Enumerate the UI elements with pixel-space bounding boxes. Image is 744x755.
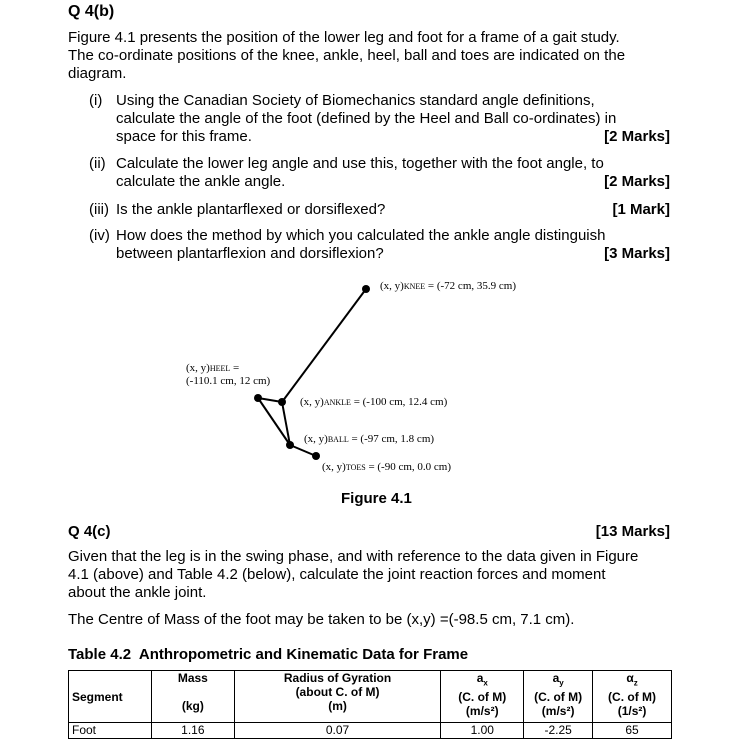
label-value: (-110.1 cm, 12 cm) [186, 375, 271, 387]
heel-marker [254, 394, 262, 402]
question-line: Calculate the lower leg angle and use this, together with the foot angle, to [116, 155, 604, 172]
label-subscript: ANKLE [323, 398, 351, 407]
cell-ay: -2.25 [524, 723, 593, 739]
header-text: (C. of M) [608, 690, 657, 705]
header-text: Mass [177, 671, 208, 685]
header-unit: (m/s²) [465, 704, 499, 719]
header-text: Segment [72, 689, 123, 704]
paragraph-line: Given that the leg is in the swing phase, and with reference to the data given in Figure [68, 548, 639, 565]
label-value: = (-72 cm, 35.9 cm) [425, 280, 516, 292]
marks-label: [2 Marks] [604, 128, 670, 145]
question-number: (ii) [89, 155, 106, 172]
header-subscript: y [559, 678, 564, 688]
header-ax [441, 671, 524, 723]
q4b-heading: Q 4(b) [68, 3, 115, 20]
figure-caption: Figure 4.1 [341, 490, 412, 507]
label-value: = (-97 cm, 1.8 cm) [348, 433, 435, 445]
cell-mass: 1.16 [151, 723, 234, 739]
knee-marker [362, 285, 370, 293]
cell-segment: Foot [69, 723, 152, 739]
header-unit: (1/s²) [617, 704, 647, 719]
question-line: Is the ankle plantarflexed or dorsiflexed? [116, 201, 386, 218]
anthropometric-table [68, 670, 672, 739]
label-text: (x, y) [304, 433, 328, 445]
q4c-marks: [13 Marks] [595, 523, 670, 540]
question-number: (i) [89, 92, 103, 109]
header-text: a [476, 671, 484, 685]
label-text: (x, y) [186, 362, 210, 374]
knee-label [380, 280, 516, 292]
header-alpha [593, 671, 672, 723]
label-text: (x, y) [300, 396, 324, 408]
ball-toes-line [290, 445, 316, 456]
cell-rog: 0.07 [234, 723, 441, 739]
header-text: α [626, 671, 634, 685]
header-text: (C. of M) [534, 690, 583, 705]
question-line: space for this frame. [116, 128, 252, 145]
toes-marker [312, 452, 320, 460]
header-unit: (m) [328, 699, 347, 713]
label-text: (x, y) [380, 280, 404, 292]
ankle-marker [278, 398, 286, 406]
marks-label: [1 Mark] [612, 201, 670, 218]
table-header-row [69, 671, 672, 723]
cell-alpha: 65 [593, 723, 672, 739]
header-unit: (kg) [181, 699, 204, 713]
marks-label: [3 Marks] [604, 245, 670, 262]
q4c-heading: Q 4(c) [68, 523, 111, 540]
label-text: (x, y) [322, 461, 346, 473]
label-subscript: HEEL [209, 364, 231, 373]
ankle-label [300, 396, 447, 408]
question-line: How does the method by which you calculated the ankle angle distinguish [116, 227, 606, 244]
label-subscript: TOES [345, 463, 366, 472]
header-radius-of-gyration [234, 671, 441, 723]
header-subscript: z [633, 678, 638, 688]
question-line: between plantarflexion and dorsiflexion? [116, 245, 384, 262]
paragraph-line: 4.1 (above) and Table 4.2 (below), calculate the joint reaction forces and moment [68, 566, 606, 583]
header-unit: (m/s²) [541, 704, 575, 719]
intro-line: diagram. [68, 65, 127, 82]
q4c-paragraph [68, 548, 672, 602]
header-segment [69, 671, 152, 723]
table-title: Table 4.2 Anthropometric and Kinematic Data for Frame [68, 646, 469, 663]
question-line: calculate the ankle angle. [116, 173, 286, 190]
intro-line: Figure 4.1 presents the position of the lower leg and foot for a frame of a gait study. [68, 29, 620, 46]
question-line: calculate the angle of the foot (defined by the Heel and Ball co-ordinates) in [116, 110, 617, 127]
question-number: (iv) [89, 227, 110, 244]
header-text: (about C. of M) [295, 685, 380, 699]
header-text: Radius of Gyration [283, 671, 392, 685]
center-of-mass-text: The Centre of Mass of the foot may be taken to be (x,y) =(-98.5 cm, 7.1 cm). [68, 611, 575, 628]
cell-ax: 1.00 [441, 723, 524, 739]
intro-line: The co-ordinate positions of the knee, ankle, heel, ball and toes are indicated on the [68, 47, 626, 64]
label-value: = (-100 cm, 12.4 cm) [350, 396, 448, 408]
header-ay [524, 671, 593, 723]
label-value: = (-90 cm, 0.0 cm) [365, 461, 452, 473]
header-subscript: x [483, 678, 488, 688]
ball-label [304, 433, 434, 445]
toes-label [322, 461, 451, 473]
ball-marker [286, 441, 294, 449]
header-mass [151, 671, 234, 723]
lower-leg-line [282, 289, 366, 402]
label-subscript: BALL [327, 435, 349, 444]
label-subscript: KNEE [403, 282, 426, 291]
header-text: (C. of M) [458, 690, 507, 705]
question-number: (iii) [89, 201, 109, 218]
question-line: Using the Canadian Society of Biomechanics standard angle definitions, [116, 92, 595, 109]
paragraph-line: about the ankle joint. [68, 584, 207, 601]
table-row [69, 723, 672, 739]
label-value: = [230, 362, 240, 374]
marks-label: [2 Marks] [604, 173, 670, 190]
header-text: a [552, 671, 560, 685]
heel-label [186, 362, 270, 388]
